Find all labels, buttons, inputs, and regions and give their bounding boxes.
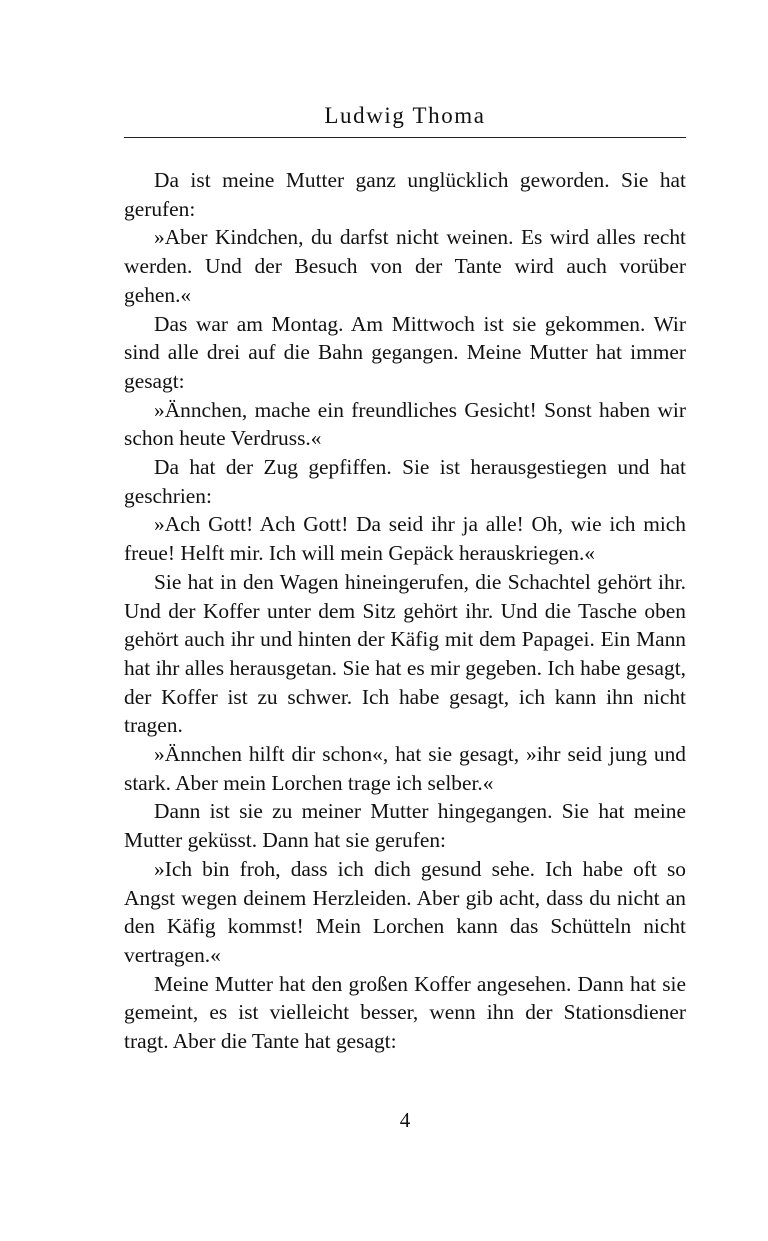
paragraph: Da hat der Zug gepfiffen. Sie ist herausgestiegen und hat geschrien:	[124, 455, 686, 508]
header-rule	[124, 137, 686, 138]
paragraph: »Ännchen, mache ein freundliches Gesicht! Sonst haben wir schon heute Verdruss.«	[124, 397, 686, 451]
page-number: 4	[399, 1108, 411, 1132]
paragraph: Sie hat in den Wagen hineingerufen, die Schachtel gehört ihr. Und der Koffer unter dem Sitz gehört ihr. Und die Tasche oben gehört auch ihr und hinten der Käfig mit dem Papagei. Ein Mann hat ihr alles herausgetan. Sie hat es mir gegeben. Ich habe gesagt, der Koffer ist zu schwer. Ich habe gesagt, ich kann ihn nicht tragen.	[124, 569, 686, 738]
paragraph: »Aber Kindchen, du darfst nicht weinen. Es wird alles recht werden. Und der Besuch von der Tante wird auch vorüber gehen.«	[124, 225, 686, 307]
paragraph: »Ach Gott! Ach Gott! Da seid ihr ja alle! Oh, wie ich mich freue! Helft mir. Ich will mein Gepäck herauskriegen.«	[124, 512, 686, 566]
running-head-author: Ludwig Thoma	[324, 103, 486, 128]
paragraph: Meine Mutter hat den großen Koffer angesehen. Dann hat sie gemeint, es ist vielleicht besser, wenn ihn der Stationsdiener tragt. Aber die Tante hat gesagt:	[124, 971, 686, 1054]
paragraph: Das war am Montag. Am Mittwoch ist sie gekommen. Wir sind alle drei auf die Bahn gegangen. Meine Mutter hat immer gesagt:	[124, 311, 686, 393]
paragraph: Dann ist sie zu meiner Mutter hingegangen. Sie hat meine Mutter geküsst. Dann hat sie gerufen:	[124, 799, 686, 853]
paragraph: »Ännchen hilft dir schon«, hat sie gesagt, »ihr seid jung und stark. Aber mein Lorchen trage ich selber.«	[124, 742, 686, 795]
paragraph: Da ist meine Mutter ganz unglücklich geworden. Sie hat gerufen:	[124, 168, 686, 221]
paragraph: »Ich bin froh, dass ich dich gesund sehe. Ich habe oft so Angst wegen deinem Herzleiden. Aber gib acht, dass du nicht an den Käfig kommst! Mein Lorchen kann das Schütteln nicht vertragen.«	[124, 856, 686, 967]
body-text	[124, 166, 686, 1056]
book-page	[124, 0, 686, 1241]
